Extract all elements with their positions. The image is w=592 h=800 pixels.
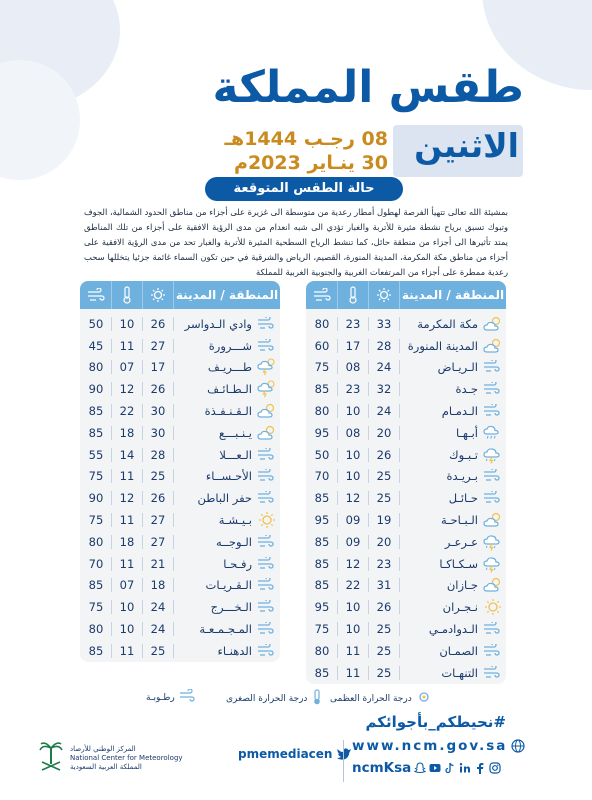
humidity-value: 85 [307, 382, 338, 396]
table-row [306, 444, 506, 466]
table-row [80, 444, 280, 466]
thunderstorm-icon [480, 446, 506, 464]
city-name: الصمـان [439, 643, 478, 658]
city-name: الـبـاحـة [440, 513, 478, 528]
city-name: طـــريـف [207, 360, 252, 375]
min-temp-value: 11 [112, 557, 143, 571]
humidity-value: 90 [81, 382, 112, 396]
max-temp-value: 25 [369, 622, 400, 636]
humidity-legend-icon [179, 689, 195, 706]
windy-icon [480, 360, 506, 374]
max-temp-value: 30 [143, 404, 174, 418]
table-row [80, 378, 280, 400]
max-temp-value: 33 [369, 317, 400, 331]
legend-max-temp: درجة الحرارة العظمى [330, 689, 432, 708]
max-temp-value: 32 [369, 382, 400, 396]
min-temp-value: 12 [338, 491, 369, 505]
max-temp-value: 27 [143, 535, 174, 549]
city-name: الـريـاض [437, 360, 478, 375]
ncm-logo: المركز الوطني للأرصاد National Center for Meteorology المملكة العربية السعودية [38, 740, 183, 776]
humidity-value: 75 [307, 360, 338, 374]
table-row [306, 596, 506, 618]
humidity-value: 75 [81, 469, 112, 483]
min-temp-header-icon [338, 281, 369, 309]
city-name: سـكـاكـا [439, 556, 478, 571]
min-temp-value: 10 [338, 622, 369, 636]
humidity-value: 85 [307, 535, 338, 549]
windy-icon [254, 448, 280, 462]
social-links [352, 760, 501, 776]
humidity-value: 75 [81, 600, 112, 614]
twitter-link[interactable]: pmemediacen [238, 747, 352, 761]
city-name: يـنـبـــع [218, 425, 252, 440]
table-row [80, 596, 280, 618]
tiktok-icon[interactable] [444, 762, 456, 774]
footer-divider [343, 740, 344, 782]
table-body [306, 309, 506, 684]
windy-icon [254, 317, 280, 331]
max-temp-value: 27 [143, 339, 174, 353]
min-temp-value: 14 [112, 448, 143, 462]
min-temp-value: 10 [112, 600, 143, 614]
city-name: الـدوادمـي [428, 622, 478, 637]
humidity-value: 50 [307, 448, 338, 462]
legend-humidity: رطـوبـة [146, 689, 195, 706]
table-row [80, 575, 280, 597]
min-temp-value: 07 [112, 578, 143, 592]
weather-table-right [306, 281, 506, 684]
max-temp-header-icon [143, 281, 174, 309]
humidity-value: 55 [81, 448, 112, 462]
max-temp-value: 25 [369, 666, 400, 680]
legend-min-temp: درجة الحرارة الصغرى [226, 689, 323, 708]
windy-icon [254, 557, 280, 571]
forecast-description: بمشيئة الله تعالى تتهيأ الفرصة لهطول أمطار رعدية من متوسطة الى غزيرة على أجزاء من مناطق الحدود الشمالية، الجوف وتبوك تسبق برياح نشطة مثيرة للأتربة والغبار تؤدي الى شبه انعدام من مدى الرؤية الافقية على أجزاء من تلك المناطق يمتد تأثيرها الى أجزاء من منطقة حائل، كما تنشط الرياح السطحية المثيرة للأتربة والغبار تحد من مدى الرؤية الافقية على أجزاء من مناطق مكة المكرمة، المدينة المنورة، القصيم، الرياض والشرقية في حين تكون السماء غائمة جزئيا يتخللها سحب رعدية ممطرة على أجزاء من المرتفعات الغربية والجنوبية الغربية للمملكة [84, 207, 508, 277]
windy-icon [480, 469, 506, 483]
table-row [306, 662, 506, 684]
table-row [80, 640, 280, 662]
city-name: بـيـشـة [218, 513, 252, 528]
sun-thunder-icon [254, 380, 280, 398]
table-header [80, 281, 280, 309]
column-city: المنطقة / المدينة [175, 288, 279, 302]
humidity-value: 85 [307, 578, 338, 592]
table-row [306, 618, 506, 640]
table-row [80, 618, 280, 640]
min-temp-header-icon [112, 281, 143, 309]
windy-icon [254, 622, 280, 636]
min-temp-value: 23 [338, 382, 369, 396]
date-gregorian: 30 ينـاير 2023م [234, 152, 388, 174]
instagram-icon[interactable] [489, 762, 501, 774]
website-link[interactable]: www.ncm.gov.sa [352, 738, 525, 754]
min-temp-legend-icon [311, 689, 323, 708]
humidity-value: 80 [307, 404, 338, 418]
city-name: الـقـنـفـذة [204, 404, 252, 419]
table-row [306, 378, 506, 400]
city-name: الـعـــلا [219, 447, 252, 462]
min-temp-value: 12 [112, 382, 143, 396]
max-temp-value: 18 [143, 578, 174, 592]
min-temp-value: 22 [338, 578, 369, 592]
table-row [306, 335, 506, 357]
city-name: مكة المكرمة [417, 316, 478, 331]
max-temp-value: 28 [369, 339, 400, 353]
table-row [306, 313, 506, 335]
humidity-value: 85 [81, 578, 112, 592]
max-temp-value: 24 [369, 360, 400, 374]
min-temp-value: 18 [112, 535, 143, 549]
table-row [80, 357, 280, 379]
city-name: جـدة [455, 382, 478, 397]
snapchat-icon[interactable] [414, 762, 426, 774]
min-temp-value: 09 [338, 535, 369, 549]
city-name: الـقـريـات [205, 578, 252, 593]
windy-icon [480, 666, 506, 680]
table-body [80, 309, 280, 662]
min-temp-value: 09 [338, 513, 369, 527]
max-temp-value: 25 [369, 469, 400, 483]
max-temp-value: 26 [143, 317, 174, 331]
max-temp-value: 21 [143, 557, 174, 571]
date-hijri: 08 رجـب 1444هـ [224, 128, 388, 150]
min-temp-value: 11 [112, 339, 143, 353]
humidity-value: 80 [81, 360, 112, 374]
table-row [80, 313, 280, 335]
city-name: الـدمـام [441, 404, 478, 419]
max-temp-value: 17 [143, 360, 174, 374]
min-temp-value: 10 [338, 448, 369, 462]
column-city: المنطقة / المدينة [401, 288, 505, 302]
min-temp-value: 17 [338, 339, 369, 353]
facebook-icon[interactable] [474, 762, 486, 774]
min-temp-value: 11 [338, 644, 369, 658]
table-row [80, 553, 280, 575]
table-row [306, 640, 506, 662]
city-name: التنهـات [441, 665, 478, 680]
max-temp-value: 24 [369, 404, 400, 418]
city-name: المـجـمـعـة [199, 622, 252, 637]
partly-cloudy-icon [480, 338, 506, 354]
max-temp-header-icon [369, 281, 400, 309]
sunny-icon [480, 598, 506, 616]
city-name: الـطـائـف [207, 382, 252, 397]
table-row [306, 357, 506, 379]
city-name: عـرعـر [444, 534, 478, 549]
table-row [80, 422, 280, 444]
min-temp-value: 11 [112, 469, 143, 483]
humidity-header-icon [307, 281, 338, 309]
humidity-value: 85 [81, 644, 112, 658]
table-row [306, 531, 506, 553]
palm-emblem-icon [38, 740, 64, 776]
humidity-value: 95 [307, 513, 338, 527]
partly-cloudy-icon [480, 512, 506, 528]
min-temp-value: 08 [338, 426, 369, 440]
humidity-value: 50 [81, 317, 112, 331]
humidity-value: 45 [81, 339, 112, 353]
partly-cloudy-icon [254, 403, 280, 419]
humidity-value: 80 [81, 535, 112, 549]
sunny-icon [254, 511, 280, 529]
min-temp-value: 22 [112, 404, 143, 418]
table-row [306, 509, 506, 531]
table-row [306, 466, 506, 488]
min-temp-value: 11 [112, 644, 143, 658]
city-name: جـازان [446, 578, 478, 593]
windy-icon [254, 644, 280, 658]
max-temp-value: 20 [369, 426, 400, 440]
windy-icon [480, 622, 506, 636]
max-temp-value: 26 [143, 382, 174, 396]
partly-cloudy-icon [480, 316, 506, 332]
max-temp-value: 26 [369, 600, 400, 614]
min-temp-value: 10 [112, 317, 143, 331]
page-title: طقس المملكة [212, 62, 524, 113]
max-temp-value: 31 [369, 578, 400, 592]
humidity-value: 85 [307, 666, 338, 680]
day-name: الاثنين [414, 126, 519, 165]
windy-icon [254, 491, 280, 505]
windy-icon [254, 339, 280, 353]
humidity-value: 85 [307, 491, 338, 505]
city-name: الدهنـاء [217, 643, 252, 658]
thunderstorm-icon [480, 555, 506, 573]
windy-icon [480, 491, 506, 505]
humidity-value: 95 [307, 426, 338, 440]
partly-cloudy-icon [254, 425, 280, 441]
globe-icon [511, 739, 525, 753]
max-temp-value: 19 [369, 513, 400, 527]
table-row [80, 487, 280, 509]
humidity-value: 90 [81, 491, 112, 505]
max-temp-legend-icon [416, 689, 432, 708]
city-name: وادي الـدواسر [184, 316, 252, 331]
max-temp-value: 26 [143, 491, 174, 505]
humidity-value: 60 [307, 339, 338, 353]
min-temp-value: 23 [338, 317, 369, 331]
max-temp-value: 26 [369, 448, 400, 462]
table-row [80, 531, 280, 553]
table-row [306, 553, 506, 575]
windy-icon [480, 382, 506, 396]
sun-thunder-icon [254, 358, 280, 376]
humidity-value: 75 [81, 513, 112, 527]
max-temp-value: 24 [143, 600, 174, 614]
max-temp-value: 25 [143, 644, 174, 658]
humidity-value: 95 [307, 600, 338, 614]
city-name: رفـحـا [223, 556, 252, 571]
windy-icon [254, 578, 280, 592]
max-temp-value: 25 [369, 491, 400, 505]
table-row [80, 335, 280, 357]
max-temp-value: 28 [143, 448, 174, 462]
hashtag: #نحيطكم_بأجوائكم [365, 713, 506, 731]
windy-icon [254, 469, 280, 483]
windy-icon [480, 404, 506, 418]
humidity-value: 85 [81, 426, 112, 440]
city-name: المدينة المنورة [407, 338, 478, 353]
linkedin-icon[interactable] [459, 762, 471, 774]
table-row [80, 466, 280, 488]
table-row [306, 422, 506, 444]
weather-table-left [80, 281, 280, 662]
min-temp-value: 12 [338, 557, 369, 571]
min-temp-value: 11 [112, 513, 143, 527]
max-temp-value: 20 [369, 535, 400, 549]
humidity-value: 80 [307, 317, 338, 331]
table-row [306, 487, 506, 509]
city-name: تـبـوك [449, 447, 478, 462]
humidity-value: 75 [307, 622, 338, 636]
min-temp-value: 18 [112, 426, 143, 440]
twitter-icon [336, 747, 352, 761]
max-temp-value: 23 [369, 557, 400, 571]
windy-icon [480, 644, 506, 658]
city-name: بـريـدة [446, 469, 478, 484]
thunderstorm-icon [480, 533, 506, 551]
city-name: نـجـران [442, 600, 478, 615]
city-name: الـوجــه [215, 534, 252, 549]
min-temp-value: 12 [112, 491, 143, 505]
table-row [80, 400, 280, 422]
social-handle: ncmKsa [352, 760, 412, 776]
humidity-value: 85 [307, 557, 338, 571]
humidity-value: 85 [81, 404, 112, 418]
min-temp-value: 10 [338, 404, 369, 418]
windy-icon [254, 535, 280, 549]
humidity-value: 80 [81, 622, 112, 636]
min-temp-value: 10 [338, 469, 369, 483]
min-temp-value: 10 [112, 622, 143, 636]
city-name: الأحـســاء [205, 469, 252, 484]
table-header [306, 281, 506, 309]
min-temp-value: 11 [338, 666, 369, 680]
partly-cloudy-icon [480, 577, 506, 593]
section-title: حالة الطقس المتوقعة [205, 177, 403, 201]
youtube-icon[interactable] [429, 762, 441, 774]
min-temp-value: 10 [338, 600, 369, 614]
table-row [306, 575, 506, 597]
table-row [306, 400, 506, 422]
max-temp-value: 30 [143, 426, 174, 440]
humidity-value: 70 [81, 557, 112, 571]
city-name: شـــرورة [208, 338, 252, 353]
max-temp-value: 25 [143, 469, 174, 483]
windy-icon [254, 600, 280, 614]
min-temp-value: 07 [112, 360, 143, 374]
max-temp-value: 25 [369, 644, 400, 658]
min-temp-value: 08 [338, 360, 369, 374]
cloud-drizzle-icon [480, 424, 506, 442]
max-temp-value: 24 [143, 622, 174, 636]
city-name: حفر الباطن [197, 491, 252, 506]
city-name: حـائـل [448, 491, 478, 506]
city-name: الـخـــرج [210, 600, 252, 615]
humidity-header-icon [81, 281, 112, 309]
humidity-value: 70 [307, 469, 338, 483]
city-name: أبـهـا [456, 425, 478, 440]
max-temp-value: 27 [143, 513, 174, 527]
table-row [80, 509, 280, 531]
humidity-value: 80 [307, 644, 338, 658]
